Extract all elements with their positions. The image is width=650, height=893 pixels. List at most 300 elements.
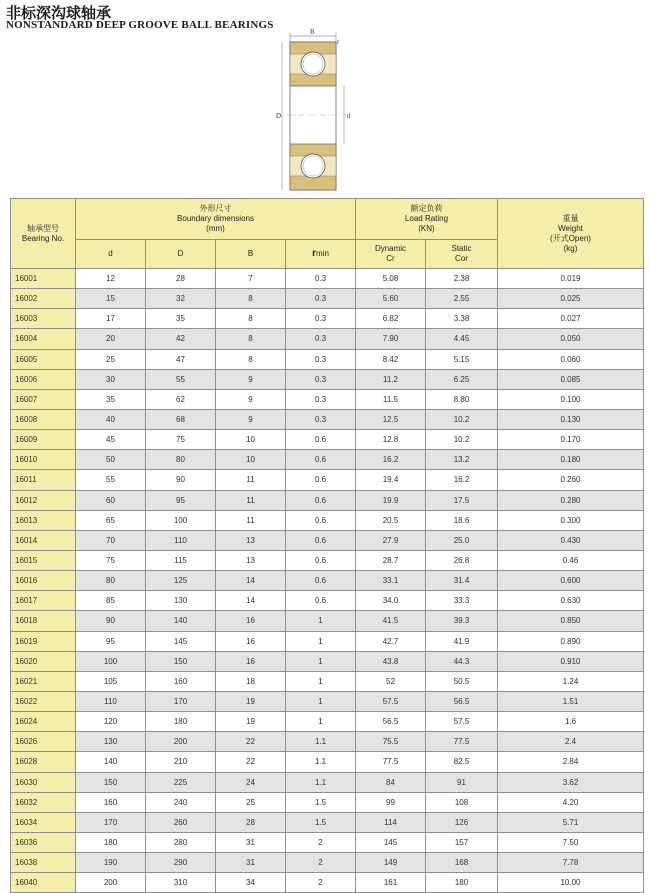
cell-bore-d: 65	[76, 510, 146, 530]
cell-bore-d: 12	[76, 269, 146, 289]
table-row	[11, 671, 644, 691]
cell-static-cor: 10.2	[426, 430, 498, 450]
cell-bore-d: 150	[76, 772, 146, 792]
cell-weight: 0.850	[498, 611, 644, 631]
cell-width-B: 22	[216, 752, 286, 772]
cell-bore-d: 20	[76, 329, 146, 349]
header-r: r	[312, 248, 316, 259]
cell-outer-D: 180	[146, 712, 216, 732]
cell-weight: 0.027	[498, 309, 644, 329]
cell-rmin: 0.6	[286, 550, 356, 570]
header-load-cn: 额定负荷	[410, 204, 443, 213]
cell-static-cor: 26.8	[426, 550, 498, 570]
cell-rmin: 1.1	[286, 732, 356, 752]
cell-bore-d: 60	[76, 490, 146, 510]
cell-rmin: 2	[286, 832, 356, 852]
cell-weight: 0.060	[498, 349, 644, 369]
cell-width-B: 14	[216, 571, 286, 591]
cell-bore-d: 130	[76, 732, 146, 752]
cell-static-cor: 41.9	[426, 631, 498, 651]
cell-weight: 0.130	[498, 409, 644, 429]
dim-label-D: D	[276, 112, 282, 120]
cell-rmin: 1	[286, 712, 356, 732]
cell-outer-D: 28	[146, 269, 216, 289]
cell-dynamic-cr: 43.8	[356, 651, 426, 671]
cell-bearing-no: 16013	[11, 510, 76, 530]
cell-bore-d: 110	[76, 691, 146, 711]
cell-outer-D: 200	[146, 732, 216, 752]
cell-dynamic-cr: 12.8	[356, 430, 426, 450]
cell-bore-d: 95	[76, 631, 146, 651]
header-bearing-no-en: Bearing No.	[21, 233, 65, 243]
cell-weight: 0.300	[498, 510, 644, 530]
cell-bearing-no: 16028	[11, 752, 76, 772]
cell-width-B: 8	[216, 309, 286, 329]
cell-dynamic-cr: 56.5	[356, 712, 426, 732]
table-row	[11, 490, 644, 510]
cell-bearing-no: 16019	[11, 631, 76, 651]
cell-rmin: 1.5	[286, 812, 356, 832]
cell-static-cor: 33.3	[426, 591, 498, 611]
cell-static-cor: 18.6	[426, 510, 498, 530]
cell-width-B: 8	[216, 349, 286, 369]
cell-width-B: 19	[216, 691, 286, 711]
cell-outer-D: 32	[146, 289, 216, 309]
header-bearing-no-cn: 轴承型号	[27, 223, 59, 233]
cell-static-cor: 8.80	[426, 389, 498, 409]
cell-outer-D: 62	[146, 389, 216, 409]
header-load-unit: (KN)	[418, 224, 435, 233]
cell-outer-D: 160	[146, 671, 216, 691]
table-row	[11, 329, 644, 349]
table-row	[11, 409, 644, 429]
cell-static-cor: 5.15	[426, 349, 498, 369]
cell-rmin: 0.3	[286, 309, 356, 329]
cell-weight: 0.890	[498, 631, 644, 651]
cell-width-B: 7	[216, 269, 286, 289]
page-title-chinese: 非标深沟球轴承	[6, 4, 112, 22]
cell-rmin: 0.3	[286, 329, 356, 349]
cell-static-cor: 25.0	[426, 530, 498, 550]
table-row	[11, 772, 644, 792]
cell-width-B: 18	[216, 671, 286, 691]
table-row	[11, 389, 644, 409]
header-r-suffix: min	[316, 249, 329, 258]
cell-rmin: 0.6	[286, 530, 356, 550]
page-title-english: NONSTANDARD DEEP GROOVE BALL BEARINGS	[6, 19, 274, 31]
cell-weight: 0.085	[498, 369, 644, 389]
cell-outer-D: 290	[146, 853, 216, 873]
cell-bore-d: 160	[76, 792, 146, 812]
header-boundary-en: Boundary dimensions	[177, 214, 254, 223]
cell-dynamic-cr: 11.5	[356, 389, 426, 409]
cell-bearing-no: 16017	[11, 591, 76, 611]
cell-dynamic-cr: 33.1	[356, 571, 426, 591]
table-row	[11, 651, 644, 671]
table-row	[11, 269, 644, 289]
cell-width-B: 34	[216, 873, 286, 893]
cell-rmin: 2	[286, 853, 356, 873]
cell-width-B: 11	[216, 470, 286, 490]
cell-static-cor: 157	[426, 832, 498, 852]
cell-bearing-no: 16004	[11, 329, 76, 349]
header-static	[426, 240, 498, 269]
cell-bearing-no: 16016	[11, 571, 76, 591]
cell-outer-D: 170	[146, 691, 216, 711]
cell-bearing-no: 16021	[11, 671, 76, 691]
cell-static-cor: 13.2	[426, 450, 498, 470]
header-load-rating	[356, 199, 498, 240]
cell-weight: 2.4	[498, 732, 644, 752]
cell-bearing-no: 16038	[11, 853, 76, 873]
cell-width-B: 13	[216, 550, 286, 570]
cell-width-B: 13	[216, 530, 286, 550]
cell-weight: 0.170	[498, 430, 644, 450]
cell-weight: 0.280	[498, 490, 644, 510]
cell-weight: 10.00	[498, 873, 644, 893]
cell-bearing-no: 16026	[11, 732, 76, 752]
header-rmin	[286, 240, 356, 269]
cell-dynamic-cr: 11.2	[356, 369, 426, 389]
cell-width-B: 10	[216, 450, 286, 470]
cell-bore-d: 105	[76, 671, 146, 691]
cell-static-cor: 3.38	[426, 309, 498, 329]
cell-dynamic-cr: 84	[356, 772, 426, 792]
cell-static-cor: 16.2	[426, 470, 498, 490]
cell-weight: 0.910	[498, 651, 644, 671]
cell-dynamic-cr: 5.60	[356, 289, 426, 309]
cell-outer-D: 115	[146, 550, 216, 570]
bearing-spec-table	[10, 198, 644, 893]
cell-rmin: 0.6	[286, 450, 356, 470]
cell-weight: 0.050	[498, 329, 644, 349]
header-weight-note: (开式Open)	[550, 233, 591, 243]
cell-static-cor: 168	[426, 853, 498, 873]
header-cr: Cr	[386, 254, 395, 263]
cell-outer-D: 260	[146, 812, 216, 832]
cell-weight: 0.260	[498, 470, 644, 490]
cell-bore-d: 120	[76, 712, 146, 732]
cell-outer-D: 240	[146, 792, 216, 812]
cell-outer-D: 310	[146, 873, 216, 893]
cell-outer-D: 80	[146, 450, 216, 470]
cell-outer-D: 110	[146, 530, 216, 550]
header-weight-cn: 重量	[562, 213, 579, 223]
cell-rmin: 0.3	[286, 349, 356, 369]
cell-weight: 7.50	[498, 832, 644, 852]
cell-weight: 0.630	[498, 591, 644, 611]
table-row	[11, 430, 644, 450]
cell-bore-d: 15	[76, 289, 146, 309]
table-row	[11, 591, 644, 611]
cell-dynamic-cr: 27.9	[356, 530, 426, 550]
cell-dynamic-cr: 75.5	[356, 732, 426, 752]
cell-dynamic-cr: 8.42	[356, 349, 426, 369]
cell-bearing-no: 16009	[11, 430, 76, 450]
cell-dynamic-cr: 20.5	[356, 510, 426, 530]
cell-weight: 0.019	[498, 269, 644, 289]
cell-bearing-no: 16011	[11, 470, 76, 490]
cell-outer-D: 100	[146, 510, 216, 530]
cell-bearing-no: 16007	[11, 389, 76, 409]
table-row	[11, 611, 644, 631]
cell-weight: 1.51	[498, 691, 644, 711]
cell-bearing-no: 16008	[11, 409, 76, 429]
cell-static-cor: 17.5	[426, 490, 498, 510]
header-bearing-no	[11, 199, 76, 269]
cell-rmin: 0.6	[286, 490, 356, 510]
cell-dynamic-cr: 7.90	[356, 329, 426, 349]
table-row	[11, 470, 644, 490]
table-row	[11, 873, 644, 893]
cell-outer-D: 55	[146, 369, 216, 389]
cell-dynamic-cr: 149	[356, 853, 426, 873]
header-boundary-cn: 外形尺寸	[199, 204, 232, 213]
cell-bore-d: 40	[76, 409, 146, 429]
cell-bore-d: 30	[76, 369, 146, 389]
cell-bearing-no: 16005	[11, 349, 76, 369]
cell-bearing-no: 16020	[11, 651, 76, 671]
cell-dynamic-cr: 19.9	[356, 490, 426, 510]
cell-weight: 0.025	[498, 289, 644, 309]
cell-rmin: 0.6	[286, 430, 356, 450]
cell-weight: 0.46	[498, 550, 644, 570]
cell-rmin: 0.3	[286, 289, 356, 309]
cell-bore-d: 25	[76, 349, 146, 369]
cell-bearing-no: 16032	[11, 792, 76, 812]
cell-bearing-no: 16018	[11, 611, 76, 631]
cell-width-B: 10	[216, 430, 286, 450]
cell-weight: 5.71	[498, 812, 644, 832]
cell-outer-D: 130	[146, 591, 216, 611]
cell-bore-d: 200	[76, 873, 146, 893]
cell-bore-d: 170	[76, 812, 146, 832]
table-row	[11, 752, 644, 772]
cell-width-B: 16	[216, 651, 286, 671]
cell-width-B: 31	[216, 832, 286, 852]
cell-outer-D: 35	[146, 309, 216, 329]
cell-bore-d: 180	[76, 832, 146, 852]
header-weight-unit: (kg)	[563, 243, 578, 253]
dim-label-B: B	[310, 28, 315, 36]
cell-bearing-no: 16003	[11, 309, 76, 329]
cell-outer-D: 125	[146, 571, 216, 591]
cell-dynamic-cr: 28.7	[356, 550, 426, 570]
cell-bearing-no: 16034	[11, 812, 76, 832]
table-row	[11, 289, 644, 309]
cell-static-cor: 6.25	[426, 369, 498, 389]
cell-dynamic-cr: 19.4	[356, 470, 426, 490]
cell-bearing-no: 16024	[11, 712, 76, 732]
cell-static-cor: 31.4	[426, 571, 498, 591]
cell-weight: 1.6	[498, 712, 644, 732]
cell-width-B: 16	[216, 631, 286, 651]
cell-static-cor: 2.55	[426, 289, 498, 309]
cell-static-cor: 126	[426, 812, 498, 832]
table-row	[11, 792, 644, 812]
cell-width-B: 9	[216, 389, 286, 409]
cell-rmin: 0.3	[286, 369, 356, 389]
cell-rmin: 0.3	[286, 409, 356, 429]
cell-weight: 2.84	[498, 752, 644, 772]
cell-outer-D: 280	[146, 832, 216, 852]
cell-rmin: 1.1	[286, 772, 356, 792]
cell-rmin: 0.3	[286, 269, 356, 289]
cell-static-cor: 10.2	[426, 409, 498, 429]
cell-dynamic-cr: 6.82	[356, 309, 426, 329]
cell-dynamic-cr: 52	[356, 671, 426, 691]
cell-width-B: 8	[216, 329, 286, 349]
cell-static-cor: 180	[426, 873, 498, 893]
header-weight	[498, 199, 644, 269]
cell-dynamic-cr: 5.08	[356, 269, 426, 289]
cell-outer-D: 140	[146, 611, 216, 631]
cell-rmin: 1.5	[286, 792, 356, 812]
table-row	[11, 853, 644, 873]
cell-width-B: 9	[216, 409, 286, 429]
cell-rmin: 0.6	[286, 470, 356, 490]
table-row	[11, 550, 644, 570]
table-row	[11, 691, 644, 711]
cell-outer-D: 47	[146, 349, 216, 369]
cell-bearing-no: 16001	[11, 269, 76, 289]
cell-weight: 0.100	[498, 389, 644, 409]
cell-bore-d: 190	[76, 853, 146, 873]
cell-bearing-no: 16012	[11, 490, 76, 510]
header-load-en: Load Rating	[404, 214, 449, 223]
table-row	[11, 309, 644, 329]
dim-label-r: r	[337, 38, 340, 46]
cell-bore-d: 50	[76, 450, 146, 470]
header-static-label: Static	[451, 244, 472, 253]
table-row	[11, 349, 644, 369]
cell-weight: 7.78	[498, 853, 644, 873]
cell-weight: 4.20	[498, 792, 644, 812]
header-dynamic	[356, 240, 426, 269]
cell-rmin: 0.6	[286, 571, 356, 591]
cell-static-cor: 2.38	[426, 269, 498, 289]
cell-dynamic-cr: 161	[356, 873, 426, 893]
cell-static-cor: 44.3	[426, 651, 498, 671]
cell-bearing-no: 16040	[11, 873, 76, 893]
table-row	[11, 631, 644, 651]
dim-label-d: d	[347, 112, 351, 120]
cell-bearing-no: 16014	[11, 530, 76, 550]
cell-bearing-no: 16015	[11, 550, 76, 570]
cell-bore-d: 85	[76, 591, 146, 611]
cell-bore-d: 140	[76, 752, 146, 772]
cell-static-cor: 82.5	[426, 752, 498, 772]
cell-width-B: 31	[216, 853, 286, 873]
table-row	[11, 530, 644, 550]
header-weight-en: Weight	[558, 223, 583, 233]
cell-bearing-no: 16022	[11, 691, 76, 711]
cell-static-cor: 4.45	[426, 329, 498, 349]
cell-dynamic-cr: 145	[356, 832, 426, 852]
table-row	[11, 832, 644, 852]
cell-dynamic-cr: 99	[356, 792, 426, 812]
cell-width-B: 14	[216, 591, 286, 611]
cell-bore-d: 70	[76, 530, 146, 550]
cell-rmin: 1	[286, 631, 356, 651]
table-row	[11, 510, 644, 530]
cell-bearing-no: 16010	[11, 450, 76, 470]
cell-outer-D: 68	[146, 409, 216, 429]
cell-width-B: 25	[216, 792, 286, 812]
cell-static-cor: 39.3	[426, 611, 498, 631]
cell-bore-d: 17	[76, 309, 146, 329]
cell-dynamic-cr: 12.5	[356, 409, 426, 429]
cell-dynamic-cr: 16.2	[356, 450, 426, 470]
cell-bore-d: 55	[76, 470, 146, 490]
cell-dynamic-cr: 34.0	[356, 591, 426, 611]
cell-static-cor: 57.5	[426, 712, 498, 732]
cell-bearing-no: 16036	[11, 832, 76, 852]
table-row	[11, 712, 644, 732]
cell-rmin: 1.1	[286, 752, 356, 772]
cell-rmin: 1	[286, 671, 356, 691]
cell-width-B: 28	[216, 812, 286, 832]
header-B: B	[216, 240, 286, 269]
cell-rmin: 0.6	[286, 510, 356, 530]
cell-width-B: 16	[216, 611, 286, 631]
cell-dynamic-cr: 114	[356, 812, 426, 832]
header-d: d	[76, 240, 146, 269]
cell-rmin: 1	[286, 611, 356, 631]
table-row	[11, 450, 644, 470]
cell-bore-d: 75	[76, 550, 146, 570]
cell-outer-D: 150	[146, 651, 216, 671]
cell-bore-d: 100	[76, 651, 146, 671]
cell-bore-d: 90	[76, 611, 146, 631]
cell-bearing-no: 16030	[11, 772, 76, 792]
cell-bearing-no: 16006	[11, 369, 76, 389]
table-row	[11, 571, 644, 591]
cell-outer-D: 90	[146, 470, 216, 490]
cell-static-cor: 56.5	[426, 691, 498, 711]
cell-width-B: 9	[216, 369, 286, 389]
cell-rmin: 0.3	[286, 389, 356, 409]
cell-static-cor: 77.5	[426, 732, 498, 752]
cell-dynamic-cr: 77.5	[356, 752, 426, 772]
cell-outer-D: 225	[146, 772, 216, 792]
cell-rmin: 1	[286, 691, 356, 711]
header-dynamic-label: Dynamic	[374, 244, 407, 253]
cell-width-B: 19	[216, 712, 286, 732]
table-row	[11, 812, 644, 832]
header-boundary-unit: (mm)	[206, 224, 225, 233]
cell-weight: 1.24	[498, 671, 644, 691]
cell-width-B: 11	[216, 490, 286, 510]
cell-dynamic-cr: 57.5	[356, 691, 426, 711]
table-row	[11, 369, 644, 389]
cell-rmin: 0.6	[286, 591, 356, 611]
cell-static-cor: 50.5	[426, 671, 498, 691]
cell-static-cor: 108	[426, 792, 498, 812]
table-row	[11, 732, 644, 752]
cell-rmin: 1	[286, 651, 356, 671]
cell-bore-d: 35	[76, 389, 146, 409]
cell-outer-D: 145	[146, 631, 216, 651]
cell-weight: 0.430	[498, 530, 644, 550]
bearing-cross-section-drawing	[268, 26, 358, 196]
cell-outer-D: 42	[146, 329, 216, 349]
header-boundary-dimensions	[76, 199, 356, 240]
cell-weight: 0.180	[498, 450, 644, 470]
cell-width-B: 11	[216, 510, 286, 530]
cell-width-B: 22	[216, 732, 286, 752]
cell-weight: 0.600	[498, 571, 644, 591]
